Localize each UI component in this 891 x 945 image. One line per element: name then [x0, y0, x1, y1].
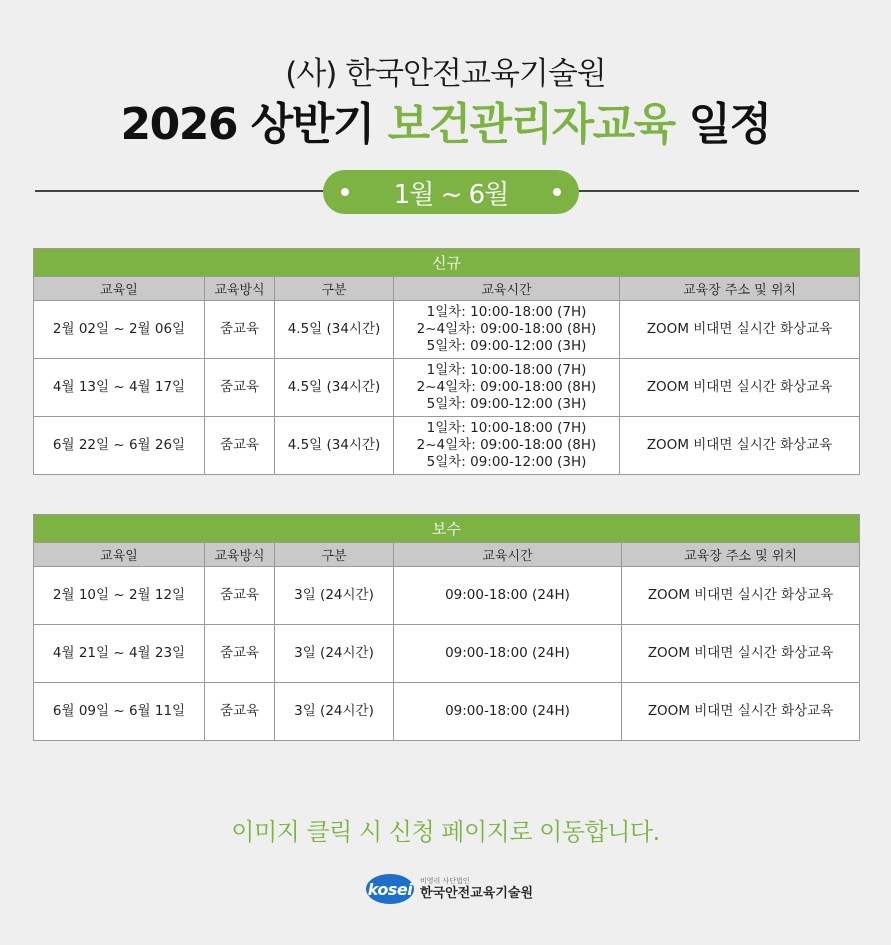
date-cell: 2월 02일 ~ 2월 06일: [34, 301, 205, 359]
location-cell: ZOOM 비대면 실시간 화상교육: [622, 683, 860, 741]
time-line: 1일차: 10:00-18:00 (7H): [426, 304, 587, 320]
date-cell: 4월 13일 ~ 4월 17일: [34, 359, 205, 417]
date-cell: 4월 21일 ~ 4월 23일: [34, 625, 205, 683]
time-cell: 09:00-18:00 (24H): [394, 625, 622, 683]
title-prefix: 2026 상반기: [120, 99, 388, 150]
col-header-location: 교육장 주소 및 위치: [622, 543, 860, 567]
table-row: [34, 567, 860, 625]
col-header-method: 교육방식: [205, 277, 275, 301]
type-cell: 3일 (24시간): [275, 625, 394, 683]
table-row: [34, 301, 860, 359]
time-cell: [394, 301, 620, 359]
col-header-method: 교육방식: [205, 543, 275, 567]
title-accent: 보건관리자교육: [387, 99, 675, 150]
col-header-date: 교육일: [34, 277, 205, 301]
kosei-logo-icon: kosei: [366, 874, 414, 904]
time-line: 2~4일차: 09:00-18:00 (8H): [416, 321, 597, 337]
logo-subtitle: 비영리 사단법인: [420, 877, 470, 885]
method-cell: 줌교육: [205, 301, 275, 359]
method-cell: 줌교육: [205, 683, 275, 741]
period-label: 1월 ~ 6월: [393, 179, 509, 210]
location-cell: ZOOM 비대면 실시간 화상교육: [620, 417, 860, 475]
col-header-type: 구분: [275, 543, 394, 567]
table-row: [34, 417, 860, 475]
time-line: 5일차: 09:00-12:00 (3H): [426, 454, 587, 470]
col-header-time: 교육시간: [394, 543, 622, 567]
col-header-time: 교육시간: [394, 277, 620, 301]
date-cell: 6월 09일 ~ 6월 11일: [34, 683, 205, 741]
location-cell: ZOOM 비대면 실시간 화상교육: [622, 567, 860, 625]
date-cell: 6월 22일 ~ 6월 26일: [34, 417, 205, 475]
method-cell: 줌교육: [205, 359, 275, 417]
time-cell: 09:00-18:00 (24H): [394, 683, 622, 741]
location-cell: ZOOM 비대면 실시간 화상교육: [620, 359, 860, 417]
table-row: [34, 359, 860, 417]
time-line: 2~4일차: 09:00-18:00 (8H): [416, 437, 597, 453]
dot-icon: [341, 188, 349, 196]
col-header-date: 교육일: [34, 543, 205, 567]
col-header-type: 구분: [275, 277, 394, 301]
type-cell: 4.5일 (34시간): [275, 359, 394, 417]
period-badge: [323, 170, 579, 214]
refresher-course-table: [33, 514, 860, 741]
page-title: [0, 88, 891, 152]
new-course-table: [33, 248, 860, 475]
time-line: 2~4일차: 09:00-18:00 (8H): [416, 379, 597, 395]
location-cell: ZOOM 비대면 실시간 화상교육: [622, 625, 860, 683]
type-cell: 3일 (24시간): [275, 683, 394, 741]
title-suffix: 일정: [674, 99, 771, 150]
time-line: 1일차: 10:00-18:00 (7H): [426, 362, 587, 378]
time-cell: 09:00-18:00 (24H): [394, 567, 622, 625]
date-cell: 2월 10일 ~ 2월 12일: [34, 567, 205, 625]
type-cell: 4.5일 (34시간): [275, 417, 394, 475]
method-cell: 줌교육: [205, 567, 275, 625]
type-cell: 3일 (24시간): [275, 567, 394, 625]
org-title: (사) 한국안전교육기술원: [285, 56, 606, 92]
table-row: [34, 625, 860, 683]
location-cell: ZOOM 비대면 실시간 화상교육: [620, 301, 860, 359]
logo-name: 한국안전교육기술원: [420, 886, 534, 901]
method-cell: 줌교육: [205, 417, 275, 475]
col-header-location: 교육장 주소 및 위치: [620, 277, 860, 301]
section-label-new: 신규: [34, 249, 860, 277]
table-row: [34, 683, 860, 741]
section-label-refresher: 보수: [34, 515, 860, 543]
dot-icon: [553, 188, 561, 196]
apply-link-text[interactable]: 이미지 클릭 시 신청 페이지로 이동합니다.: [231, 818, 660, 846]
time-line: 1일차: 10:00-18:00 (7H): [426, 420, 587, 436]
logo-text: [420, 877, 533, 901]
org-logo: [366, 872, 533, 906]
method-cell: 줌교육: [205, 625, 275, 683]
time-line: 5일차: 09:00-12:00 (3H): [426, 396, 587, 412]
time-cell: [394, 417, 620, 475]
time-cell: [394, 359, 620, 417]
type-cell: 4.5일 (34시간): [275, 301, 394, 359]
time-line: 5일차: 09:00-12:00 (3H): [426, 338, 587, 354]
